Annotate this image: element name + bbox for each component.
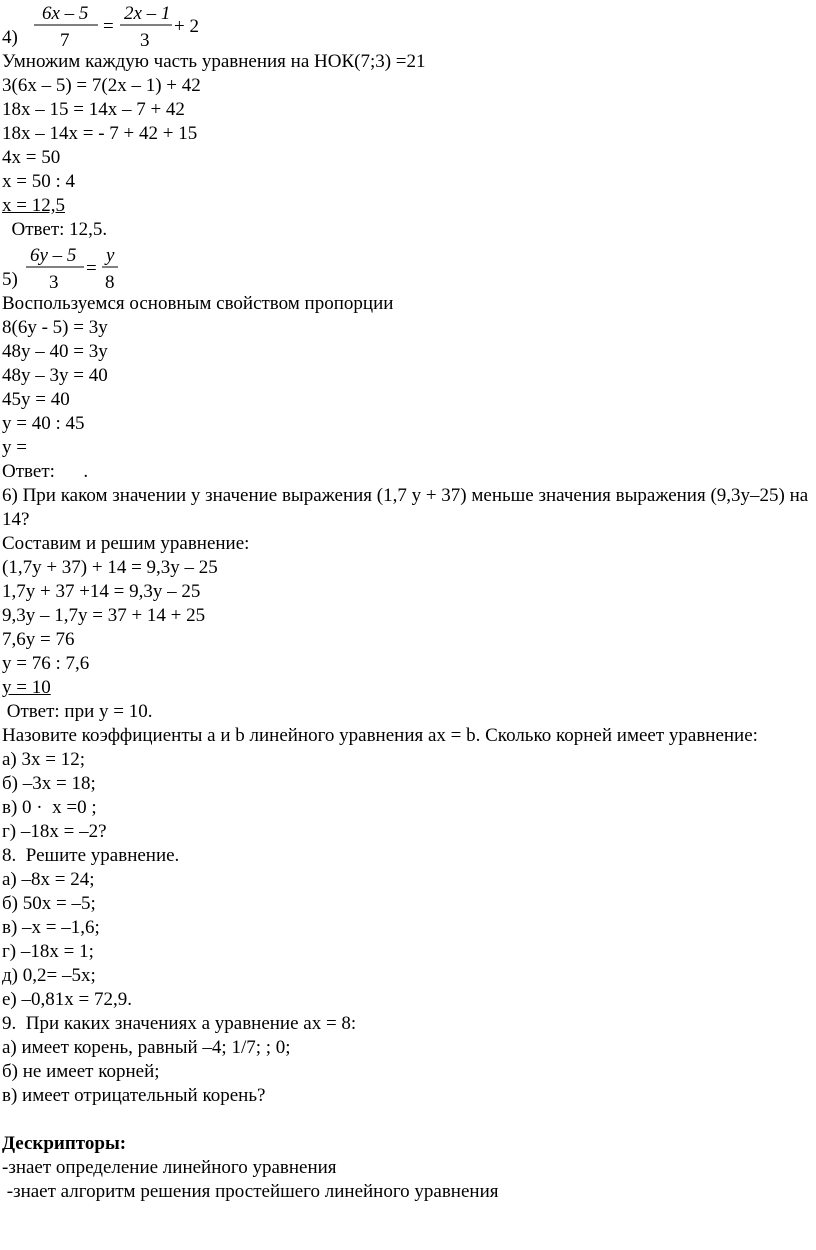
eq5-label: 5): [2, 269, 18, 290]
spacer: [2, 1108, 814, 1132]
solution-4-line: 18х – 15 = 14х – 7 + 42: [2, 99, 185, 120]
solution-4-line: Умножим каждую часть уравнения на НОК(7;3) =21: [2, 51, 426, 72]
task-9-title: 9. При каких значениях а уравнение ах = 8:: [2, 1013, 357, 1034]
solution-5: [2, 292, 814, 484]
solution-5-line: 48у – 40 = 3у: [2, 341, 108, 362]
task-7-item: г) –18х = –2?: [2, 821, 107, 842]
task-8-item: б) 50х = –5;: [2, 893, 96, 914]
task-9-item: а) имеет корень, равный –4; 1/7; ; 0;: [2, 1037, 291, 1058]
eq4-right-denominator: 3: [140, 30, 150, 50]
solution-6-line: 1,7у + 37 +14 = 9,3у – 25: [2, 581, 201, 602]
task-7-item: а) 3х = 12;: [2, 749, 86, 770]
solution-5-line: у =: [2, 437, 27, 458]
solution-4: [2, 50, 814, 242]
answer-4: Ответ: 12,5.: [2, 219, 108, 240]
eq5-equals: =: [86, 258, 97, 279]
eq5-right-denominator: 8: [105, 272, 115, 292]
task-9-item: в) имеет отрицательный корень?: [2, 1085, 266, 1106]
solution-6-line: (1,7у + 37) + 14 = 9,3у – 25: [2, 557, 218, 578]
solution-4-line: 18х – 14х = - 7 + 42 + 15: [2, 123, 198, 144]
solution-5-line: 48у – 3у = 40: [2, 365, 108, 386]
task-6-question: 6) При каком значении у значение выражения (1,7 у + 37) меньше значения выражения (9,3у–25) на 14?: [2, 485, 809, 530]
task-9-list: [2, 1036, 814, 1108]
eq5-left-denominator: 3: [49, 272, 59, 292]
descriptor-item: -знает определение линейного уравнения: [2, 1157, 337, 1178]
solution-4-result: х = 12,5: [2, 195, 65, 216]
eq4-equals: =: [103, 16, 114, 37]
descriptors-title: Дескрипторы:: [2, 1133, 127, 1154]
eq4-left-denominator: 7: [60, 30, 70, 50]
solution-6-result: у = 10: [2, 677, 51, 698]
task-8-item: е) –0,81х = 72,9.: [2, 989, 132, 1010]
equation-5: [2, 242, 814, 292]
descriptors-list: [2, 1156, 814, 1204]
solution-4-line: 3(6х – 5) = 7(2х – 1) + 42: [2, 75, 201, 96]
solution-6-line: 7,6у = 76: [2, 629, 75, 650]
task-8-item: в) –х = –1,6;: [2, 917, 100, 938]
solution-6-line: у = 76 : 7,6: [2, 653, 90, 674]
document: [2, 0, 814, 1204]
descriptor-item: -знает алгоритм решения простейшего линейного уравнения: [2, 1181, 499, 1202]
task-7-item: б) –3х = 18;: [2, 773, 96, 794]
task-8-list: [2, 868, 814, 1012]
eq4-right-addend: + 2: [174, 16, 199, 37]
solution-5-line: у = 40 : 45: [2, 413, 85, 434]
eq4-left-numerator: 6x – 5: [42, 3, 89, 24]
equation-5-fraction: [22, 242, 222, 292]
task-8-item: г) –18х = 1;: [2, 941, 94, 962]
solution-4-line: х = 50 : 4: [2, 171, 75, 192]
solution-5-line: Воспользуемся основным свойством пропорции: [2, 293, 394, 314]
task-8-item: д) 0,2= –5х;: [2, 965, 96, 986]
task-7-item: в) 0 · х =0 ;: [2, 797, 97, 818]
solution-6-line: Составим и решим уравнение:: [2, 533, 250, 554]
solution-6-line: 9,3у – 1,7у = 37 + 14 + 25: [2, 605, 206, 626]
solution-4-line: 4х = 50: [2, 147, 61, 168]
equation-4-fraction: [22, 0, 222, 50]
eq5-right-numerator: y: [106, 245, 115, 266]
eq5-left-numerator: 6y – 5: [30, 245, 77, 266]
solution-5-line: 45у = 40: [2, 389, 70, 410]
solution-6: [2, 532, 814, 724]
eq4-right-numerator: 2x – 1: [124, 3, 171, 24]
task-8-item: а) –8х = 24;: [2, 869, 95, 890]
equation-4: [2, 0, 814, 50]
task-7-list: [2, 748, 814, 844]
solution-5-line: 8(6у - 5) = 3у: [2, 317, 108, 338]
eq4-label: 4): [2, 27, 18, 48]
answer-5: Ответ: .: [2, 461, 89, 482]
task-8-title: 8. Решите уравнение.: [2, 845, 180, 866]
task-7-question: Назовите коэффициенты a и b линейного уравнения ах = b. Сколько корней имеет уравнение:: [2, 725, 758, 746]
task-9-item: б) не имеет корней;: [2, 1061, 160, 1082]
answer-6: Ответ: при у = 10.: [2, 701, 153, 722]
